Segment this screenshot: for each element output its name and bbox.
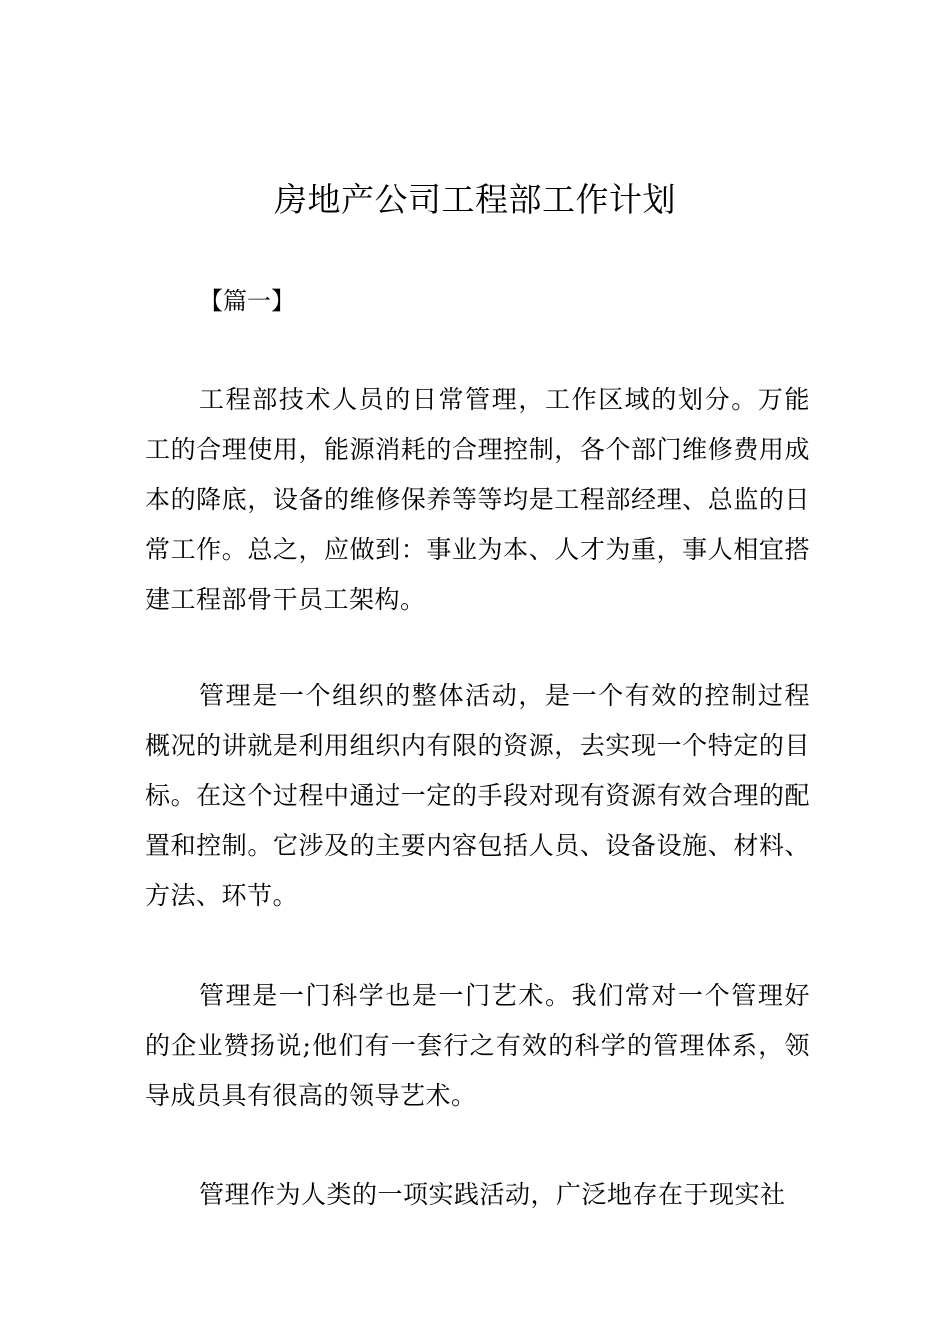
paragraph-2: 管理是一个组织的整体活动，是一个有效的控制过程概况的讲就是利用组织内有限的资源，去实现一个特定的目标。在这个过程中通过一定的手段对现有资源有效合理的配置和控制。它涉及的主要内容包括人员、设备设施、材料、方法、环节。 <box>145 681 810 910</box>
paragraph-3: 管理是一门科学也是一门艺术。我们常对一个管理好的企业赞扬说;他们有一套行之有效的科学的管理体系，领导成员具有很高的领导艺术。 <box>145 981 810 1110</box>
paragraph-4: 管理作为人类的一项实践活动，广泛地存在于现实社 <box>199 1180 786 1209</box>
paragraph-1: 工程部技术人员的日常管理，工作区域的划分。万能工的合理使用，能源消耗的合理控制，各个部门维修费用成本的降底，设备的维修保养等等均是工程部经理、总监的日常工作。总之，应做到：事业为本、人才为重，事人相宜搭建工程部骨干员工架构。 <box>145 385 810 614</box>
section-label: 【篇一】 <box>199 287 295 315</box>
document-title: 房地产公司工程部工作计划 <box>274 180 676 219</box>
